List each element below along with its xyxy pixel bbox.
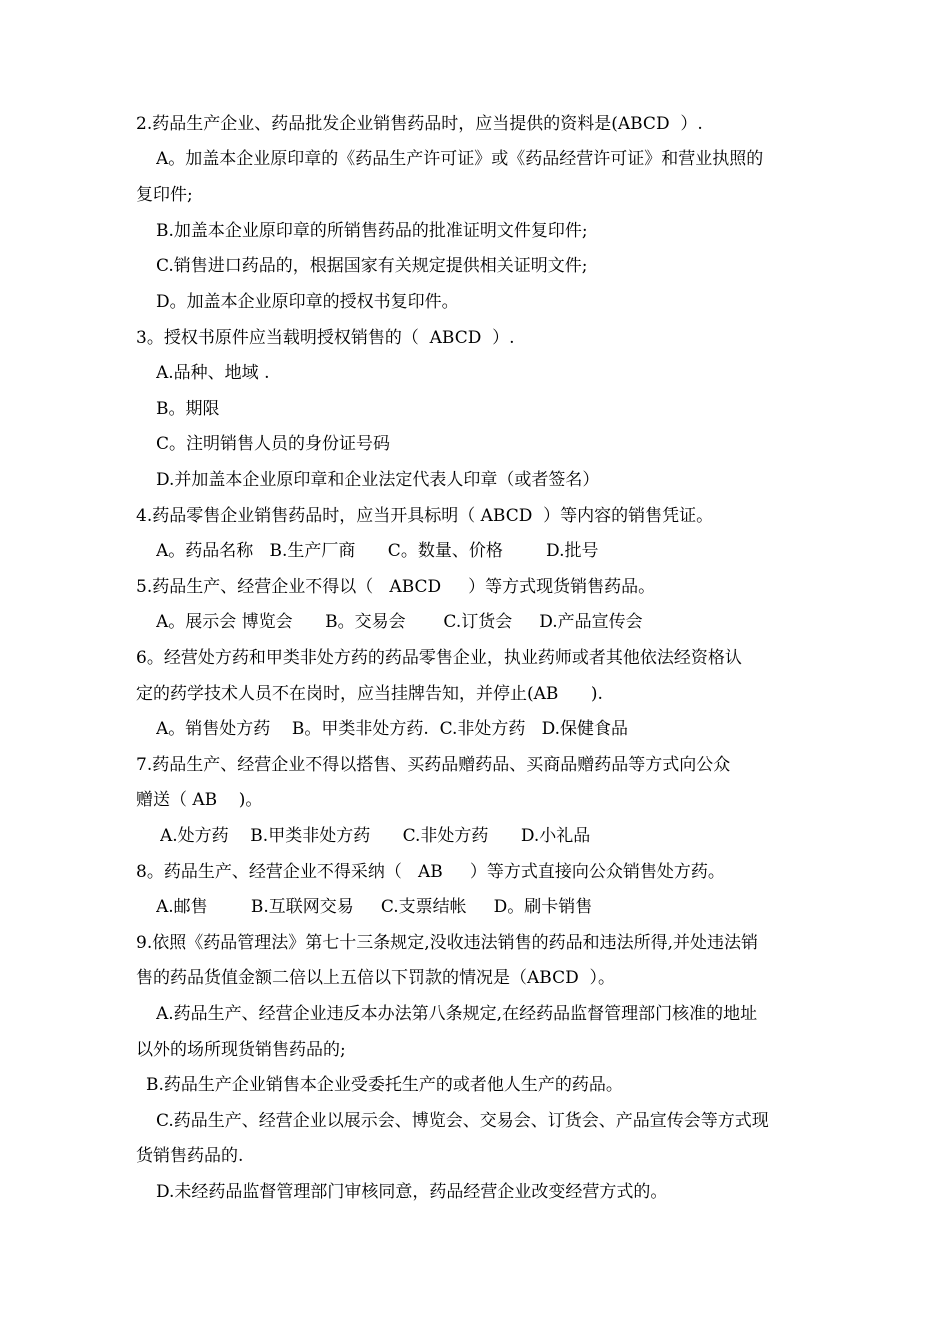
question-9-option-d: D.未经药品监督管理部门审核同意，药品经营企业改变经营方式的。 — [156, 1182, 668, 1202]
question-9-stem-continued: 售的药品货值金额二倍以上五倍以下罚款的情况是（ABCD ）。 — [136, 968, 616, 988]
question-4-stem: 4.药品零售企业销售药品时，应当开具标明（ ABCD ）等内容的销售凭证。 — [136, 506, 714, 526]
question-3-option-a: A.品种、地域 . — [156, 363, 270, 383]
question-3-option-c: C。注明销售人员的身份证号码 — [156, 434, 391, 454]
question-3-stem: 3。授权书原件应当载明授权销售的（ ABCD ）. — [136, 328, 515, 348]
question-5-options: A。展示会 博览会 B。交易会 C.订货会 D.产品宣传会 — [156, 612, 643, 632]
question-9-option-a-continued: 以外的场所现货销售药品的; — [136, 1040, 346, 1060]
question-2-option-a: A。加盖本企业原印章的《药品生产许可证》或《药品经营许可证》和营业执照的 — [156, 149, 764, 169]
question-2-option-d: D。加盖本企业原印章的授权书复印件。 — [156, 292, 459, 312]
question-6-stem-continued: 定的药学技术人员不在岗时，应当挂牌告知，并停止(AB ). — [136, 684, 603, 704]
question-9-option-c: C.药品生产、经营企业以展示会、博览会、交易会、订货会、产品宣传会等方式现 — [156, 1111, 769, 1131]
question-3-option-b: B。期限 — [156, 399, 220, 419]
question-6-stem: 6。经营处方药和甲类非处方药的药品零售企业，执业药师或者其他依法经资格认 — [136, 648, 742, 668]
question-6-options: A。销售处方药 B。甲类非处方药. C.非处方药 D.保健食品 — [156, 719, 629, 739]
question-8-stem: 8。药品生产、经营企业不得采纳（ AB ）等方式直接向公众销售处方药。 — [136, 862, 725, 882]
question-2-option-b: B.加盖本企业原印章的所销售药品的批准证明文件复印件; — [156, 221, 588, 241]
question-3-option-d: D.并加盖本企业原印章和企业法定代表人印章（或者签名） — [156, 470, 600, 490]
question-4-options: A。药品名称 B.生产厂商 C。数量、价格 D.批号 — [156, 541, 599, 561]
question-7-stem: 7.药品生产、经营企业不得以搭售、买药品赠药品、买商品赠药品等方式向公众 — [136, 755, 731, 775]
question-2-stem: 2.药品生产企业、药品批发企业销售药品时，应当提供的资料是(ABCD ）. — [136, 114, 703, 134]
question-8-options: A.邮售 B.互联网交易 C.支票结帐 D。刷卡销售 — [156, 897, 593, 917]
question-5-stem: 5.药品生产、经营企业不得以（ ABCD ）等方式现货销售药品。 — [136, 577, 656, 597]
question-2-option-a-continued: 复印件; — [136, 185, 193, 205]
question-7-stem-continued: 赠送（ AB )。 — [136, 790, 263, 810]
question-9-option-a: A.药品生产、经营企业违反本办法第八条规定,在经药品监督管理部门核准的地址 — [156, 1004, 758, 1024]
question-2-option-c: C.销售进口药品的，根据国家有关规定提供相关证明文件; — [156, 256, 588, 276]
question-9-option-b: B.药品生产企业销售本企业受委托生产的或者他人生产的药品。 — [146, 1075, 623, 1095]
question-7-options: A.处方药 B.甲类非处方药 C.非处方药 D.小礼品 — [160, 826, 591, 846]
question-9-stem: 9.依照《药品管理法》第七十三条规定,没收违法销售的药品和违法所得,并处违法销 — [136, 933, 759, 953]
question-9-option-c-continued: 货销售药品的. — [136, 1146, 244, 1166]
